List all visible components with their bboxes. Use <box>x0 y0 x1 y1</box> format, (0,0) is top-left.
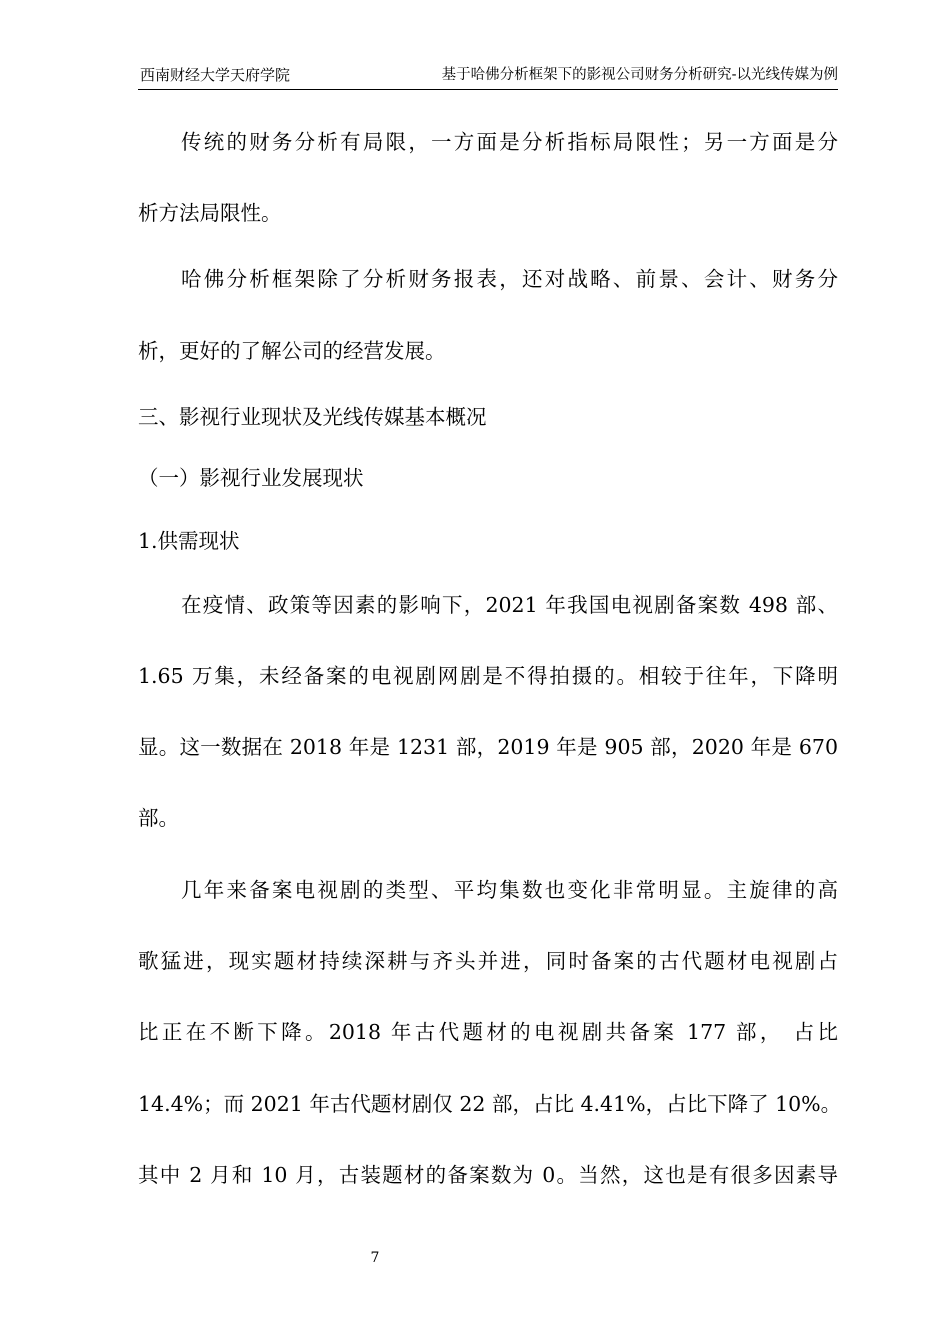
paragraph-line: 部。 <box>138 806 179 830</box>
paragraph-line: 歌猛进，现实题材持续深耕与齐头并进，同时备案的古代题材电视剧占 <box>138 949 838 973</box>
page-number: 7 <box>370 1250 380 1266</box>
paragraph-line: 传统的财务分析有局限，一方面是分析指标局限性；另一方面是分 <box>181 130 838 154</box>
paragraph-line: 析方法局限性。 <box>138 201 282 225</box>
paragraph-line: 其中 2 月和 10 月，古装题材的备案数为 0。当然，这也是有很多因素导 <box>138 1163 838 1187</box>
section-heading: 三、影视行业现状及光线传媒基本概况 <box>138 405 487 429</box>
running-header <box>138 64 838 86</box>
paragraph-line: 比正在不断下降。2018 年古代题材的电视剧共备案 177 部， 占比 <box>138 1020 838 1044</box>
paragraph-line: 析，更好的了解公司的经营发展。 <box>138 339 446 363</box>
header-institution: 西南财经大学天府学院 <box>140 66 291 84</box>
header-title: 基于哈佛分析框架下的影视公司财务分析研究-以光线传媒为例 <box>441 67 838 83</box>
paragraph-line: 1.65 万集，未经备案的电视剧网剧是不得拍摄的。相较于往年，下降明 <box>138 664 838 688</box>
paragraph-line: 显。这一数据在 2018 年是 1231 部，2019 年是 905 部，2020 年是 670 <box>138 735 838 759</box>
paragraph-line: 哈佛分析框架除了分析财务报表，还对战略、前景、会计、财务分 <box>181 267 838 291</box>
paragraph-line: 14.4%；而 2021 年古代题材剧仅 22 部，占比 4.41%，占比下降了 10%。 <box>138 1092 842 1116</box>
paragraph-line: 几年来备案电视剧的类型、平均集数也变化非常明显。主旋律的高 <box>181 878 838 902</box>
subsubsection-heading: 1.供需现状 <box>138 529 240 553</box>
paragraph-line: 在疫情、政策等因素的影响下，2021 年我国电视剧备案数 498 部、 <box>181 593 838 617</box>
subsection-heading: （一）影视行业发展现状 <box>138 466 364 490</box>
header-rule <box>138 89 838 90</box>
